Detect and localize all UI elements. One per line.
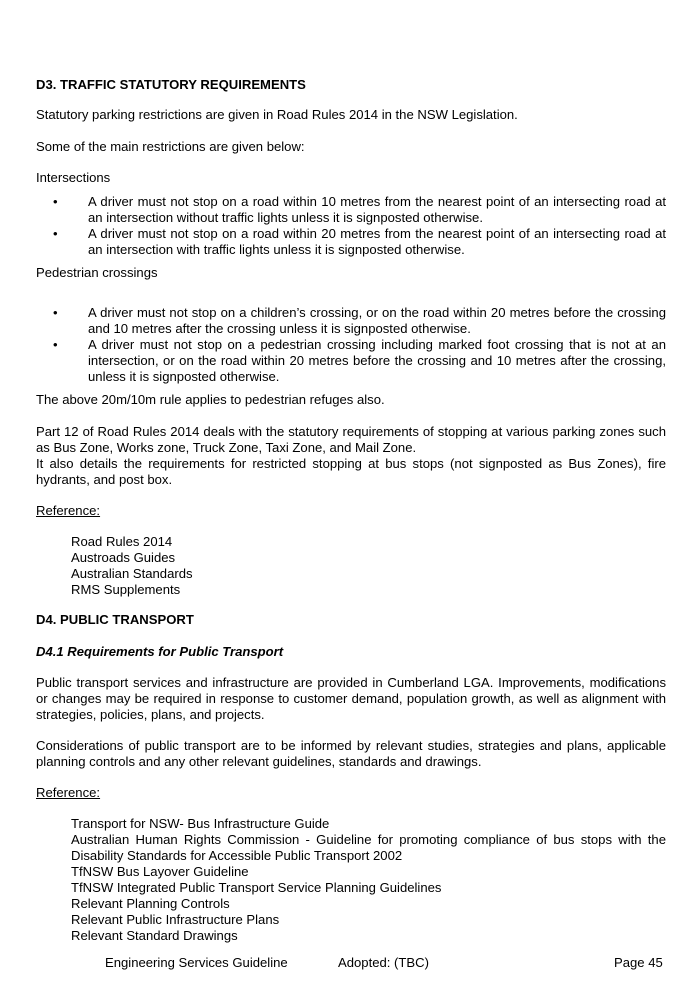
list-item: • A driver must not stop on a pedestrian crossing including marked foot crossing that is not at an intersection, or on the road within 20 metres before the crossing and 10 metres after the crossing, unless it is signposted otherwise. [53,337,666,384]
list-item: TfNSW Integrated Public Transport Service Planning Guidelines [71,880,442,895]
list-item: • A driver must not stop on a road within 10 metres from the nearest point of an intersecting road at an intersection without traffic lights unless it is signposted otherwise. [53,194,666,225]
intersections-label: Intersections [36,170,111,185]
document-page [36,0,666,990]
list-item: Road Rules 2014 [71,534,173,549]
reference-list-d3 [71,534,666,598]
part12-paragraph: Part 12 of Road Rules 2014 deals with the statutory requirements of stopping at various parking zones such as Bus Zone, Works zone, Truck Zone, Taxi Zone, and Mail Zone. [36,424,666,455]
considerations-paragraph: Considerations of public transport are to be informed by relevant studies, strategies and plans, applicable planning controls and any other relevant guidelines, standards and drawings. [36,738,666,769]
list-item: Relevant Standard Drawings [71,928,238,943]
subsection-heading-d4-1: D4.1 Requirements for Public Transport [36,644,284,659]
bullet-icon: • [53,305,58,320]
intersections-list [36,194,666,258]
footer-page-number: Page 45 [614,955,663,970]
also-paragraph: It also details the requirements for restricted stopping at bus stops (not signposted as Bus Zones), fire hydrants, and post box. [36,456,666,487]
bullet-icon: • [53,226,58,241]
list-item: TfNSW Bus Layover Guideline [71,864,249,879]
reference-list-d4 [71,816,666,944]
public-transport-paragraph: Public transport services and infrastructure are provided in Cumberland LGA. Improvements, modifications or changes may be required in response to customer demand, population growth, as well as alignment with strategies, policies, plans, and projects. [36,675,666,722]
list-item: Relevant Public Infrastructure Plans [71,912,280,927]
list-item: • A driver must not stop on a road within 20 metres from the nearest point of an intersecting road at an intersection with traffic lights unless it is signposted otherwise. [53,226,666,257]
statutory-intro: Statutory parking restrictions are given in Road Rules 2014 in the NSW Legislation. [36,107,518,122]
section-heading-d3: D3. TRAFFIC STATUTORY REQUIREMENTS [36,77,306,92]
footer-title: Engineering Services Guideline [105,955,288,970]
list-item: Relevant Planning Controls [71,896,230,911]
reference-label-d4: Reference: [36,785,101,800]
main-restrictions-text: Some of the main restrictions are given below: [36,139,305,154]
pedestrian-list [36,305,666,385]
refuges-text: The above 20m/10m rule applies to pedestrian refuges also. [36,392,385,407]
section-heading-d4: D4. PUBLIC TRANSPORT [36,612,194,627]
list-item: Austroads Guides [71,550,176,565]
list-item: Australian Standards [71,566,193,581]
pedestrian-crossings-label: Pedestrian crossings [36,265,158,280]
list-item: RMS Supplements [71,582,181,597]
list-item: Australian Human Rights Commission - Guideline for promoting compliance of bus stops with the Disability Standards for Accessible Public Transport 2002 [71,832,666,863]
bullet-icon: • [53,194,58,209]
reference-label-d3: Reference: [36,503,101,518]
bullet-icon: • [53,337,58,352]
list-item: Transport for NSW- Bus Infrastructure Guide [71,816,330,831]
footer-adopted: Adopted: (TBC) [338,955,429,970]
list-item: • A driver must not stop on a children’s crossing, or on the road within 20 metres before the crossing and 10 metres after the crossing unless it is signposted otherwise. [53,305,666,336]
